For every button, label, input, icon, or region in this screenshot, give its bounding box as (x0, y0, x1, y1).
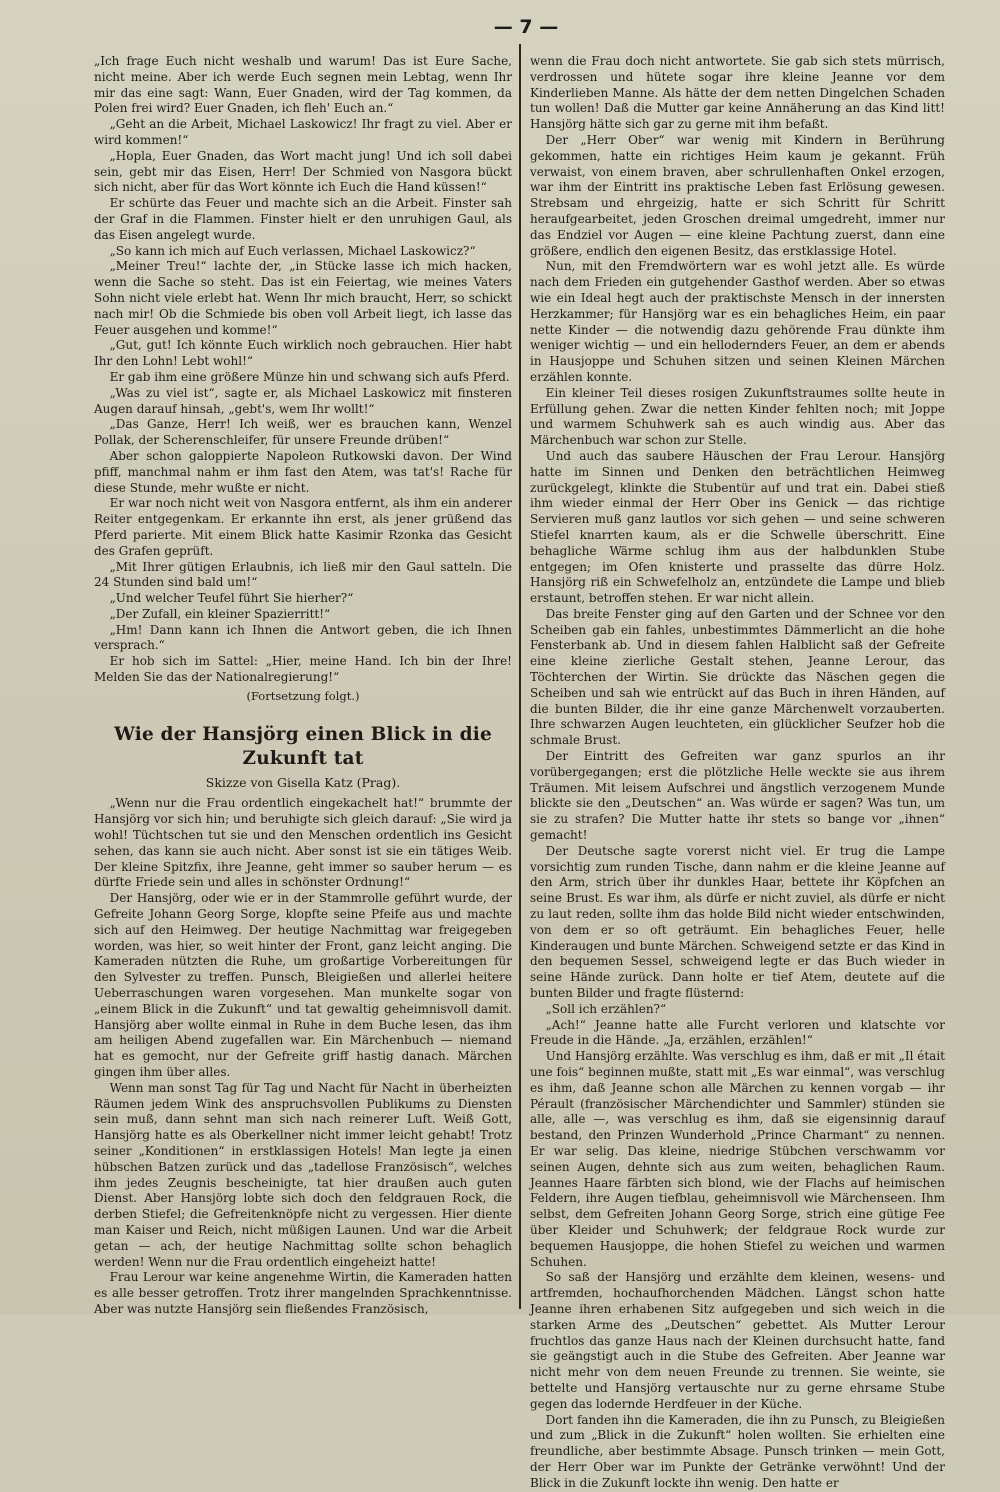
serial-story-continuation (94, 54, 512, 686)
paragraph: Er war noch nicht weit von Nasgora entfernt, als ihm ein anderer Reiter entgegenkam. Er erkannte ihn erst, als jener grüßend das Pferd parierte. Mit einem Blick hatte Kasimir Rzonka das Gesicht des Grafen geprüft. (94, 496, 512, 558)
paragraph: „Soll ich erzählen?“ (545, 1001, 667, 1016)
paragraph: Dort fanden ihn die Kameraden, die ihn zu Punsch, zu Bleigießen und zum „Blick in die Zukunft“ holen wollten. Sie erhielten eine freundliche, aber bestimmte Absage. Punsch trinken — mein Gott, der Herr Ober war im Punkte der Getränke verwöhnt! Und der Blick in die Zukunft lockte ihn wenig. Den hatte er (530, 1412, 945, 1490)
right-column (530, 54, 945, 1490)
paragraph: „Ach!“ Jeanne hatte alle Furcht verloren und klatschte vor Freude in die Hände. „Ja, erzählen, erzählen!“ (530, 1017, 945, 1048)
paragraph: „Mit Ihrer gütigen Erlaubnis, ich ließ mir den Gaul satteln. Die 24 Stunden sind bald um!“ (94, 559, 512, 590)
paragraph: „Das Ganze, Herr! Ich weiß, wer es brauchen kann, Wenzel Pollak, der Scherenschleifer, für unsere Freunde drüben!“ (94, 417, 512, 448)
left-column (94, 54, 512, 1316)
paragraph: Der Deutsche sagte vorerst nicht viel. Er trug die Lampe vorsichtig zum runden Tische, dann nahm er die kleine Jeanne auf den Arm, strich über ihr dunkles Haar, bettete ihr Köpfchen an seine Brust. Es war ihm, als dürfe er nicht zuviel, als dürfe er nicht zu laut reden, sollte ihm das holde Bild nicht wieder entschwinden, von dem er so oft geträumt. Ein behagliches Feuer, helle Kinderaugen und bunte Märchen. Schweigend setzte er das Kind in den bequemen Sessel, schweigend legte er das Buch wieder in seine Hände zurück. Dann holte er tief Atem, deutete auf die bunten Bilder und fragte flüsternd: (530, 843, 945, 1001)
paragraph: Er hob sich im Sattel: „Hier, meine Hand. Ich bin der Ihre! Melden Sie das der Nationalregierung!“ (94, 654, 512, 685)
paragraph: Das breite Fenster ging auf den Garten und der Schnee vor den Scheiben gab ein fahles, unbestimmtes Dämmerlicht an die hohe Fensterbank ab. Und in diesem fahlen Halblicht saß der Gefreite eine kleine zierliche Gestalt stehen, Jeanne Lerour, das Töchterchen der Wirtin. Sie drückte das Näschen gegen die Scheiben und sah wie entrückt auf das Buch in ihren Händen, auf die bunten Bilder, die ihr eine ganze Märchenwelt vorzauberten. Ihre schwarzen Augen leuchteten, ein glücklicher Seufzer hob die schmale Brust. (530, 606, 945, 748)
page-number: — 7 — (493, 16, 559, 38)
paragraph: „Hm! Dann kann ich Ihnen die Antwort geben, die ich Ihnen versprach.“ (94, 622, 512, 653)
paragraph: Er schürte das Feuer und machte sich an die Arbeit. Finster sah der Graf in die Flammen. Finster hielt er den unruhigen Gaul, als das Eisen angelegt wurde. (94, 196, 512, 242)
paragraph: Aber schon galoppierte Napoleon Rutkowski davon. Der Wind pfiff, manchmal nahm er ihm fast den Atem, was tat's! Rache für diese Stunde, mehr wußte er nicht. (94, 448, 512, 495)
article-title: Wie der Hansjörg einen Blick in die Zukunft tat (114, 723, 492, 769)
article-body-start (94, 796, 512, 1317)
paragraph: So saß der Hansjörg und erzählte dem kleinen, wesens- und artfremden, hochaufhorchenden Mädchen. Längst schon hatte Jeanne ihren erhabenen Sitz aufgegeben und sich weich in die starken Arme des „Deutschen“ gebettet. Als Mutter Lerour fruchtlos das ganze Haus nach der Kleinen durchsucht hatte, fand sie geängstigt auch in die Stube des Gefreiten. Aber Jeanne war nicht mehr von dem neuen Freunde zu trennen. Sie weinte, sie bettelte und Hansjörg vertauschte nur zu gerne ehrsame Stube gegen das lodernde Herdfeuer in der Küche. (530, 1270, 945, 1411)
article-byline: Skizze von Gisella Katz (Prag). (205, 774, 401, 790)
paragraph: Nun, mit den Fremdwörtern war es wohl jetzt alle. Es würde nach dem Frieden ein gutgehender Gasthof werden. Aber so etwas wie ein Ideal hegt auch der praktischste Mensch in der innersten Herzkammer; für Hansjörg war es ein behagliches Heim, ein paar nette Kinder — die notwendig dazu gehörende Frau dünkte ihm weniger wichtig — und ein hellodernders Feuer, an dem er abends in Hausjoppe und Schuhen sitzen und seinen Kleinen Märchen erzählen konnte. (530, 259, 945, 384)
paragraph: „Ich frage Euch nicht weshalb und warum! Das ist Eure Sache, nicht meine. Aber ich werde Euch segnen mein Lebtag, wenn Ihr mir das eine sagt: Wann, Euer Gnaden, wird der Tag kommen, da Polen frei wird? Euer Gnaden, ich fleh' Euch an.“ (94, 54, 512, 116)
paragraph: Und Hansjörg erzählte. Was verschlug es ihm, daß er mit „Il était une fois“ beginnen mußte, statt mit „Es war einmal“, was verschlug es ihm, daß Jeanne schon alle Märchen zu kennen vorgab — ihr Pérault (französischer Märchendichter und Sammler) stünden sie alle, alle —, was verschlug es ihm, daß sie eigensinnig darauf bestand, den Prinzen Wunderhold „Prince Charmant“ zu nennen. Er war selig. Das kleine, niedrige Stübchen verschwamm vor seinen Augen, dehnte sich aus zum weiten, behaglichen Raum. Jeannes Haare färbten sich blond, wie der Flachs auf heimischen Feldern, ihre Augen tiefblau, geheimnisvoll wie Märchenseen. Ihm selbst, dem Gefreiten Johann Georg Sorge, strich eine gütige Fee über Kleider und Schuhwerk; der feldgraue Rock wurde zur bequemen Hausjoppe, die hohen Stiefel zu weichen und warmen Schuhen. (530, 1049, 945, 1269)
paragraph: „Was zu viel ist“, sagte er, als Michael Laskowicz mit finsteren Augen darauf hinsah, „gebt's, wem Ihr wollt!“ (94, 385, 512, 416)
paragraph: „Wenn nur die Frau ordentlich eingekachelt hat!“ brummte der Hansjörg vor sich hin; und beruhigte sich gleich darauf: „Sie wird ja wohl! Tüchtschen tut sie und den Menschen ordentlich ins Gesicht sehen, das kann sie auch nicht. Aber sonst ist sie ein tätiges Weib. Der kleine Spitzfix, ihre Jeanne, geht immer so sauber herum — es dürfte Friede sein und alles in schönster Ordnung!“ (94, 796, 512, 890)
paragraph: „So kann ich mich auf Euch verlassen, Michael Laskowicz?“ (109, 243, 476, 258)
paragraph: Er gab ihm eine größere Münze hin und schwang sich aufs Pferd. (109, 369, 510, 384)
paragraph: „Und welcher Teufel führt Sie hierher?“ (109, 591, 354, 606)
paragraph: „Geht an die Arbeit, Michael Laskowicz! Ihr fragt zu viel. Aber er wird kommen!“ (94, 117, 512, 147)
article-body-continued (530, 54, 945, 1492)
paragraph: Der Eintritt des Gefreiten war ganz spurlos an ihr vorübergegangen; erst die plötzliche Helle weckte sie aus ihrem Träumen. Mit leisem Aufschrei und ängstlich verzogenem Munde blickte sie den „Deutschen“ an. Was würde er sagen? Was tun, um sie zu strafen? Die Mutter hatte ihr stets so bange vor „ihnen“ gemacht! (530, 749, 945, 843)
paragraph: wenn die Frau doch nicht antwortete. Sie gab sich stets mürrisch, verdrossen und hütete sogar ihre kleine Jeanne vor dem Kinderlieben Manne. Als hätte der dem netten Dingelchen Schaden tun wollen! Daß die Mutter gar keine Annäherung an das Kind litt! Hansjörg hätte sich gar zu gerne mit ihm befaßt. (530, 54, 945, 132)
paragraph: „Der Zufall, ein kleiner Spazierritt!“ (109, 606, 331, 621)
continuation-note: (Fortsetzung folgt.) (246, 688, 360, 703)
paragraph: Frau Lerour war keine angenehme Wirtin, die Kameraden hatten es alle besser getroffen. Trotz ihrer mangelnden Sprachkenntnisse. Aber was nutzte Hansjörg sein fließendes Französisch, (94, 1270, 512, 1316)
paragraph: Der Hansjörg, oder wie er in der Stammrolle geführt wurde, der Gefreite Johann Georg Sorge, klopfte seine Pfeife aus und machte sich auf den Heimweg. Der heutige Nachmittag war freigegeben worden, was hier, so weit hinter der Front, ganz leicht anging. Die Kameraden nützten die Ruhe, um großartige Vorbereitungen für den Sylvester zu treffen. Punsch, Bleigießen und allerlei heitere Ueberraschungen waren vorgesehen. Man munkelte sogar von „einem Blick in die Zukunft“ und tat gewaltig geheimnisvoll damit. Hansjörg aber wollte einmal in Ruhe in dem Buche lesen, das ihm am heiligen Abend zugefallen war. Ein Märchenbuch — niemand hat es gemocht, nur der Gefreite griff hastig danach. Märchen gingen ihm über alles. (94, 891, 512, 1080)
paragraph: „Meiner Treu!“ lachte der, „in Stücke lasse ich mich hacken, wenn die Sache so steht. Das ist ein Feiertag, wie meines Vaters Sohn nicht viele erlebt hat. Wenn Ihr mich braucht, Herr, so schickt nach mir! Ob die Schmiede bis oben voll Arbeit liegt, ich lasse das Feuer ausgehen und komme!“ (94, 259, 512, 337)
paragraph: „Hopla, Euer Gnaden, das Wort macht jung! Und ich soll dabei sein, gebt mir das Eisen, Herr! Der Schmied von Nasgora bückt sich nicht, aber für das Wort könnte ich Euch die Hand küssen!“ (94, 148, 512, 195)
paragraph: „Gut, gut! Ich könnte Euch wirklich noch gebrauchen. Hier habt Ihr den Lohn! Lebt wohl!“ (94, 338, 512, 369)
paragraph: Der „Herr Ober“ war wenig mit Kindern in Berührung gekommen, hatte ein richtiges Heim kaum je gekannt. Früh verwaist, von einem braven, aber schrullenhaften Onkel erzogen, war ihm der Eintritt ins praktische Leben fast Erlösung gewesen. Strebsam und ehrgeizig, hatte er sich Schritt für Schritt heraufgearbeitet, jeden Groschen dreimal umgedreht, immer nur das Endziel vor Augen — eine kleine Pachtung zuerst, dann eine größere, endlich den eigenen Besitz, das erstklassige Hotel. (530, 132, 945, 258)
column-divider (519, 44, 521, 1309)
paragraph: Ein kleiner Teil dieses rosigen Zukunftstraumes sollte heute in Erfüllung gehen. Zwar die netten Kinder fehlten noch; mit Joppe und warmem Schuhwerk sah es auch windig aus. Aber das Märchenbuch war schon zur Stelle. (530, 385, 945, 448)
paragraph: Und auch das saubere Häuschen der Frau Lerour. Hansjörg hatte im Sinnen und Denken den beträchtlichen Heimweg zurückgelegt, klinkte die Stubentür auf und trat ein. Dabei stieß ihm wieder einmal der Herr Ober ins Genick — das richtige Servieren muß ganz lautlos vor sich gehen — und seine schweren Stiefel knarrten kaum, als er die Schwelle überschritt. Eine behagliche Wärme schlug ihm aus der halbdunklen Stube entgegen; im Ofen knisterte und prasselte das dürre Holz. Hansjörg riß ein Schwefelholz an, entzündete die Lampe und blieb erstaunt, betroffen stehen. Er war nicht allein. (530, 448, 945, 606)
paragraph: Wenn man sonst Tag für Tag und Nacht für Nacht in überheizten Räumen jedem Wink des anspruchsvollen Publikums zu Diensten sein muß, dann sehnt man sich nach reinerer Luft. Weiß Gott, Hansjörg hatte es als Oberkellner nicht immer leicht gehabt! Trotz seiner „Konditionen“ in erstklassigen Hotels! Man legte ja einen hübschen Batzen zurück und das „tadellose Französisch“, welches ihm jedes Zeugnis bescheinigte, tat hier draußen auch guten Dienst. Aber Hansjörg lobte sich doch den feldgrauen Rock, die derben Stiefel; die Gefreitenknöpfe nicht zu vergessen. Hier diente man Kaiser und Reich, nicht müßigen Launen. Und war die Arbeit getan — ach, der heutige Nachmittag sollte schon behaglich werden! Wenn nur die Frau ordentlich eingeheizt hatte! (94, 1080, 512, 1269)
